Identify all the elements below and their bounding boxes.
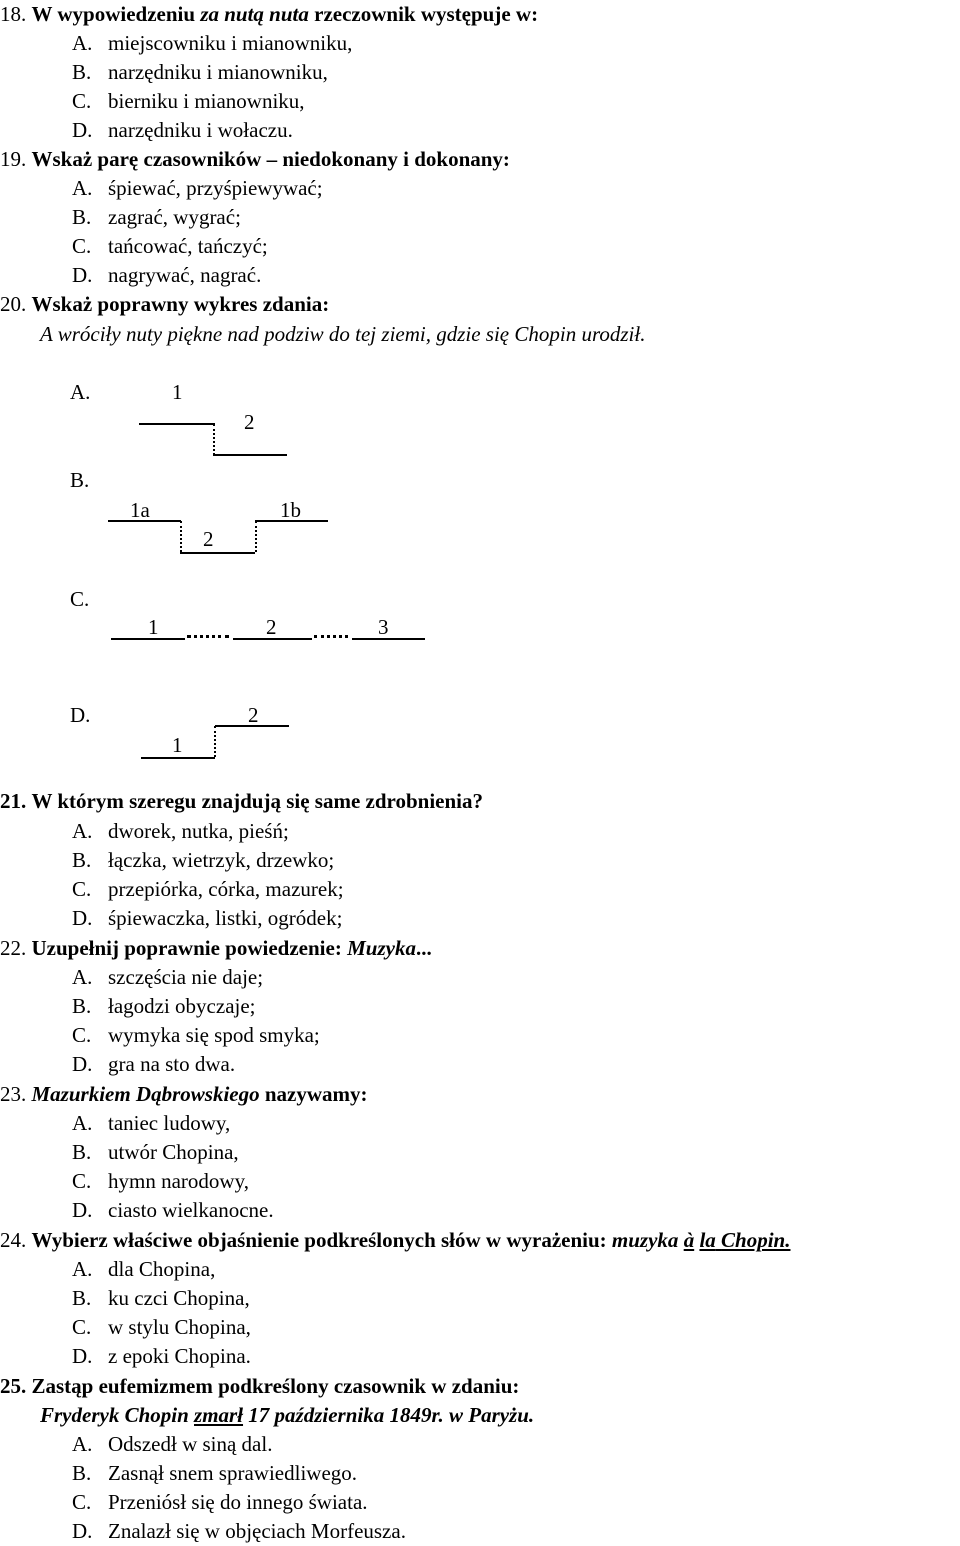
clause-line — [255, 520, 328, 522]
diagram-label: B. — [70, 468, 90, 492]
clause-number: 2 — [203, 527, 214, 551]
question-21-stem — [0, 789, 483, 813]
question-text-end: rzeczownik występuje w: — [308, 2, 539, 26]
question-number: 20. — [0, 292, 27, 316]
connector-dotted — [255, 521, 257, 552]
question-22-stem: 22. Uzupełnij poprawnie powiedzenie: Muzyka... — [0, 936, 432, 960]
option-b: B. łagodzi obyczaje; — [72, 994, 256, 1018]
option-c: C. wymyka się spod smyka; — [72, 1023, 320, 1047]
connector-dotted — [314, 635, 348, 638]
clause-line — [352, 638, 425, 640]
option-b: B. utwór Chopina, — [72, 1140, 239, 1164]
option-c: C. Przeniósł się do innego świata. — [72, 1490, 368, 1514]
option-a: A. śpiewać, przyśpiewywać; — [72, 176, 323, 200]
question-italic-phrase: Mazurkiem Dąbrowskiego — [31, 1082, 260, 1106]
diagram-label: C. — [70, 587, 90, 611]
question-24-stem — [0, 1228, 790, 1252]
option-c: C. bierniku i mianowniku, — [72, 89, 305, 113]
option-a: A. szczęścia nie daje; — [72, 965, 264, 989]
example-sentence: Fryderyk Chopin zmarł 17 października 1849r. w Paryżu. — [40, 1403, 535, 1427]
clause-number: 2 — [266, 615, 277, 639]
question-number: 23. — [0, 1082, 27, 1106]
question-23-stem — [0, 1082, 368, 1106]
question-18-stem — [0, 2, 538, 26]
clause-number: 2 — [244, 410, 255, 434]
clause-line — [141, 757, 215, 759]
option-b: B. Zasnął snem sprawiedliwego. — [72, 1461, 358, 1485]
connector-dotted — [214, 726, 216, 757]
question-number: 19. — [0, 147, 27, 171]
diagram-label: D. — [70, 703, 91, 727]
clause-line — [108, 520, 181, 522]
option-c: C. przepiórka, córka, mazurek; — [72, 877, 344, 901]
question-25-stem — [0, 1374, 519, 1398]
connector-dotted — [187, 635, 229, 638]
question-text: W którym szeregu znajdują się same zdrobnienia? — [31, 789, 483, 813]
option-c: C. tańcować, tańczyć; — [72, 234, 268, 258]
question-number: 22. — [0, 936, 27, 960]
clause-number: 1 — [172, 733, 183, 757]
clause-number: 1a — [130, 498, 150, 522]
option-a: A. dla Chopina, — [72, 1257, 216, 1281]
option-d: D. narzędniku i wołaczu. — [72, 118, 293, 142]
question-number: 21. — [0, 789, 27, 813]
option-a: A. taniec ludowy, — [72, 1111, 231, 1135]
clause-line — [180, 552, 255, 554]
option-a: A. dworek, nutka, pieśń; — [72, 819, 289, 843]
example-sentence: A wróciły nuty piękne nad podziw do tej ziemi, gdzie się Chopin urodził. — [40, 322, 646, 346]
option-c: C. hymn narodowy, — [72, 1169, 249, 1193]
question-italic-phrase: Muzyka — [347, 936, 416, 960]
option-b: B. ku czci Chopina, — [72, 1286, 250, 1310]
clause-line — [215, 725, 289, 727]
expression: muzyka à la Chopin. — [611, 1228, 791, 1252]
option-d: D. śpiewaczka, listki, ogródek; — [72, 906, 343, 930]
connector-dotted — [213, 424, 215, 455]
option-a: A. Odszedł w siną dal. — [72, 1432, 273, 1456]
question-text: nazywamy: — [259, 1082, 368, 1106]
question-text: Wskaż parę czasowników – niedokonany i dokonany: — [31, 147, 510, 171]
option-d: D. z epoki Chopina. — [72, 1344, 251, 1368]
question-italic-phrase: za nutą nuta — [200, 2, 309, 26]
clause-number: 1 — [148, 615, 159, 639]
question-text: W wypowiedzeniu — [31, 2, 201, 26]
question-number: 24. — [0, 1228, 27, 1252]
question-text: Wybierz właściwe objaśnienie podkreślonych słów w wyrażeniu: — [31, 1228, 612, 1252]
clause-number: 1b — [280, 498, 301, 522]
clause-line — [233, 638, 312, 640]
question-text: Wskaż poprawny wykres zdania: — [31, 292, 330, 316]
clause-number: 2 — [248, 703, 259, 727]
clause-number: 1 — [172, 380, 183, 404]
diagram-label: A. — [70, 380, 91, 404]
option-b: B. zagrać, wygrać; — [72, 205, 241, 229]
option-b: B. łączka, wietrzyk, drzewko; — [72, 848, 335, 872]
option-c: C. w stylu Chopina, — [72, 1315, 251, 1339]
clause-line — [213, 454, 287, 456]
question-number: 25. — [0, 1374, 27, 1398]
option-a: A. miejscowniku i mianowniku, — [72, 31, 353, 55]
clause-number: 3 — [378, 615, 389, 639]
question-text: Uzupełnij poprawnie powiedzenie: — [31, 936, 348, 960]
option-d: D. gra na sto dwa. — [72, 1052, 236, 1076]
option-d: D. Znalazł się w objęciach Morfeusza. — [72, 1519, 406, 1543]
option-d: D. nagrywać, nagrać. — [72, 263, 262, 287]
option-b: B. narzędniku i mianowniku, — [72, 60, 328, 84]
question-20-stem — [0, 292, 329, 316]
clause-line — [139, 423, 215, 425]
question-text: Zastąp eufemizmem podkreślony czasownik w zdaniu: — [31, 1374, 520, 1398]
connector-dotted — [180, 521, 182, 552]
option-d: D. ciasto wielkanocne. — [72, 1198, 274, 1222]
clause-line — [111, 638, 185, 640]
question-19-stem — [0, 147, 510, 171]
question-number: 18. — [0, 2, 27, 26]
